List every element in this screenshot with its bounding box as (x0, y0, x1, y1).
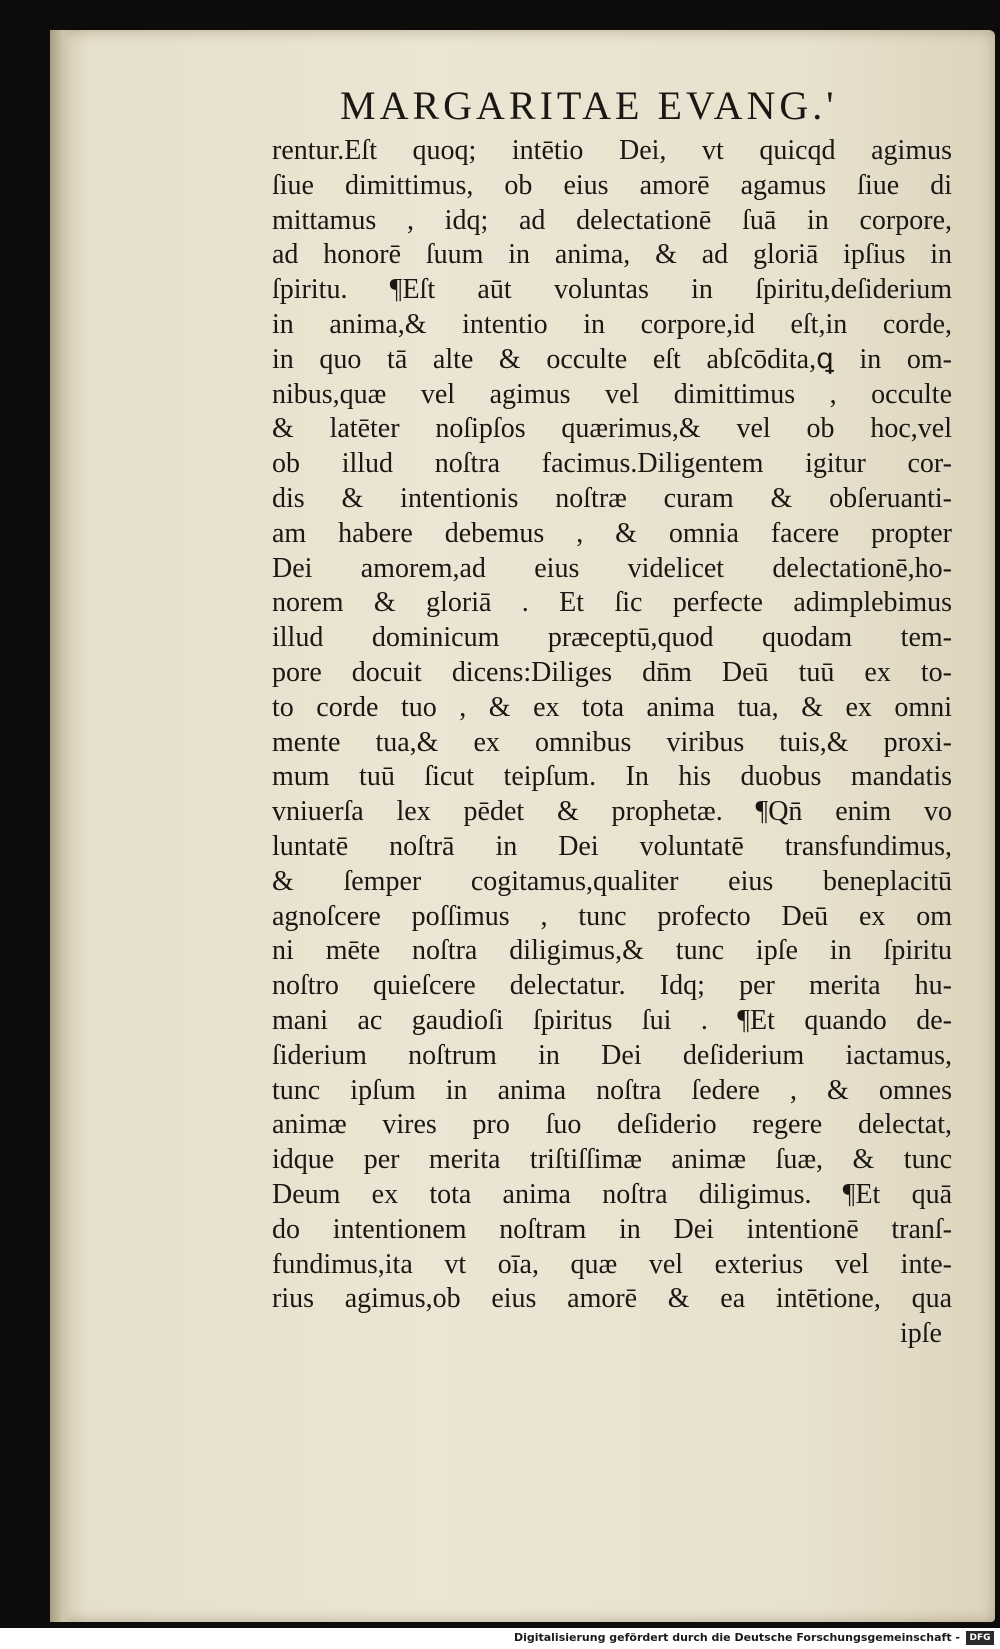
text-line: nibus,quæ vel agimus vel dimittimus , occulte (272, 378, 952, 410)
text-line: noſtro quieſcere delectatur. Idq; per merita hu- (272, 970, 952, 1002)
text-line: rius agimus,ob eius amorē & ea intētione, qua (272, 1283, 952, 1315)
text-line: illud dominicum præceptū,quod quodam tem- (272, 622, 952, 654)
text-line: tunc ipſum in anima noſtra ſedere , & omnes (272, 1074, 952, 1106)
text-line: in anima,& intentio in corpore,id eſt,in corde, (272, 308, 952, 340)
page-gutter-shadow (50, 30, 72, 1622)
text-line: ſiderium noſtrum in Dei deſiderium iactamus, (272, 1039, 952, 1071)
text-line: pore docuit dicens:Diliges dn̄m Deū tuū ex to- (272, 656, 952, 688)
text-line: vniuerſa lex pēdet & prophetæ. ¶Qn̄ enim vo (272, 796, 952, 828)
text-line: do intentionem noſtram in Dei intentionē tranſ- (272, 1213, 952, 1245)
text-line: mente tua,& ex omnibus viribus tuis,& proxi- (272, 726, 952, 758)
running-head: MARGARITAE EVANG.' (340, 83, 838, 128)
text-line: in quo tā alte & occulte eſt abſcōdita,ꝗ in om- (272, 343, 952, 375)
text-line: & ſemper cogitamus,qualiter eius beneplacitū (272, 865, 952, 897)
text-line: agnoſcere poſſimus , tunc profecto Deū ex om (272, 900, 952, 932)
text-line: & latēter noſipſos quærimus,& vel ob hoc,vel (272, 413, 952, 445)
text-line: ſiue dimittimus, ob eius amorē agamus ſiue di (272, 169, 952, 201)
text-line: mittamus , idq; ad delectationē ſuā in corpore, (272, 204, 952, 236)
dfg-logo[interactable]: DFG (966, 1631, 994, 1645)
text-line: am habere debemus , & omnia facere propter (272, 517, 952, 549)
text-line: norem & gloriā . Et ſic perfecte adimplebimus (272, 587, 952, 619)
text-line: ob illud noſtra facimus.Diligentem igitur cor- (272, 448, 952, 480)
text-line: ſpiritu. ¶Eſt aūt voluntas in ſpiritu,deſiderium (272, 274, 952, 306)
text-line: animæ vires pro ſuo deſiderio regere delectat, (272, 1109, 952, 1141)
text-line: dis & intentionis noſtræ curam & obſeruanti- (272, 482, 952, 514)
text-line: to corde tuo , & ex tota anima tua, & ex omni (272, 691, 952, 723)
footer-strip (0, 1628, 1000, 1649)
text-line: ad honorē ſuum in anima, & ad gloriā ipſius in (272, 239, 952, 271)
text-line: mani ac gaudioſi ſpiritus ſui . ¶Et quando de- (272, 1004, 952, 1036)
text-line: mum tuū ſicut teipſum. In his duobus mandatis (272, 761, 952, 793)
text-line: luntatē noſtrā in Dei voluntatē transfundimus, (272, 830, 952, 862)
text-line: idque per merita triſtiſſimæ animæ ſuæ, & tunc (272, 1144, 952, 1176)
text-line: ni mēte noſtra diligimus,& tunc ipſe in ſpiritu (272, 935, 952, 967)
text-line: rentur.Eſt quoq; intētio Dei, vt quicqd agimus (272, 135, 952, 166)
catchword: ipſe (900, 1318, 942, 1350)
text-line: Dei amorem,ad eius videlicet delectationē,ho- (272, 552, 952, 584)
text-line: Deum ex tota anima noſtra diligimus. ¶Et quā (272, 1178, 952, 1210)
text-block (272, 134, 952, 1352)
digitization-credit: Digitalisierung gefördert durch die Deutsche Forschungsgemeinschaft - (513, 1631, 960, 1644)
text-line: fundimus,ita vt oīa, quæ vel exterius vel inte- (272, 1248, 952, 1280)
